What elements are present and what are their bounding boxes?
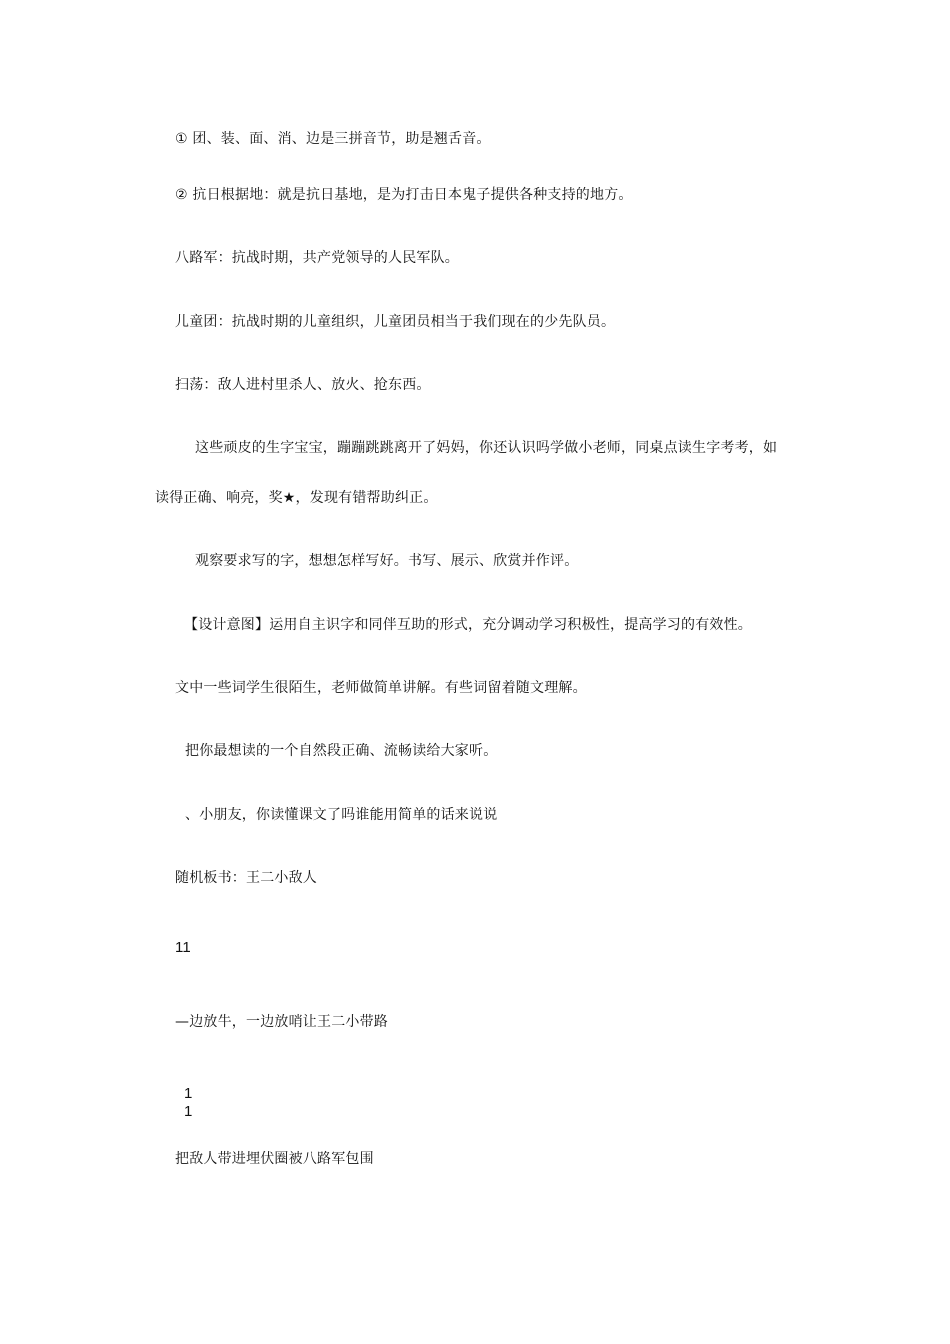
paragraph-new-characters-line-2: 读得正确、响亮，奖★，发现有错帮助纠正。 bbox=[155, 490, 438, 506]
board-writing-heading: 随机板书：王二小敌人 bbox=[175, 870, 317, 886]
paragraph-writing: 观察要求写的字，想想怎样写好。书写、展示、欣赏并作评。 bbox=[195, 553, 579, 569]
note-base-area: ② 抗日根据地：就是抗日基地，是为打击日本鬼子提供各种支持的地方。 bbox=[175, 187, 633, 203]
design-intent: 【设计意图】运用自主识字和同伴互助的形式，充分调动学习积极性，提高学习的有效性。 bbox=[184, 617, 752, 633]
board-line-ambush: 把敌人带进埋伏圈被八路军包围 bbox=[175, 1151, 374, 1167]
note-eighth-route-army: 八路军：抗战时期，共产党领导的人民军队。 bbox=[175, 250, 459, 266]
note-pinyin: ① 团、装、面、消、边是三拼音节，助是翘舌音。 bbox=[175, 131, 491, 147]
paragraph-reading: 把你最想读的一个自然段正确、流畅读给大家听。 bbox=[185, 743, 498, 759]
paragraph-vocabulary: 文中一些词学生很陌生，老师做简单讲解。有些词留着随文理解。 bbox=[175, 680, 587, 696]
note-childrens-corps: 儿童团：抗战时期的儿童组织，儿童团员相当于我们现在的少先队员。 bbox=[175, 314, 616, 330]
note-sweep: 扫荡：敌人进村里杀人、放火、抢东西。 bbox=[175, 377, 431, 393]
board-number-1b: 1 bbox=[184, 1103, 193, 1120]
board-number-11: 11 bbox=[175, 939, 191, 956]
paragraph-new-characters-line-1: 这些顽皮的生字宝宝，蹦蹦跳跳离开了妈妈，你还认识吗学做小老师，同桌点读生字考考，如 bbox=[195, 440, 778, 456]
board-line-herding: —边放牛，一边放哨让王二小带路 bbox=[175, 1014, 388, 1030]
board-number-1a: 1 bbox=[184, 1085, 193, 1102]
paragraph-question: 、小朋友，你读懂课文了吗谁能用简单的话来说说 bbox=[185, 807, 498, 823]
